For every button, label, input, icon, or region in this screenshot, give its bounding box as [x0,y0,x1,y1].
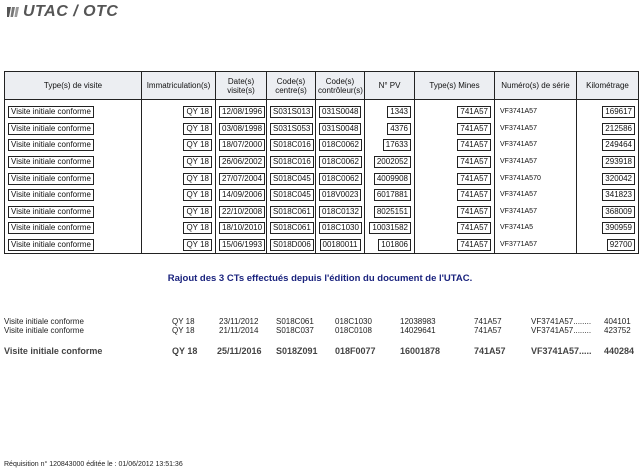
cell-code-controleur-value: 018C1030 [319,222,362,234]
cell-code-controleur-value: 018C0132 [319,206,362,218]
cell-type-mines [415,154,495,171]
cell-kilometrage-value: 249464 [602,139,635,151]
extra-code-centre: S018C037 [276,326,314,335]
cell-type-mines-value: 741A57 [457,189,491,201]
cell-type-mines [415,104,495,121]
cell-code-controleur-value: 018V0023 [319,189,361,201]
cell-immatriculation-value: QY 18 [183,189,212,201]
cell-type-mines-value: 741A57 [457,239,491,251]
cell-code-centre [267,121,316,138]
cell-immatriculation-value: QY 18 [183,173,212,185]
cell-date-visite-value: 14/09/2006 [219,189,265,201]
cell-kilometrage-value: 341823 [602,189,635,201]
cell-code-controleur-value: 00180011 [320,239,361,251]
cell-date-visite-value: 18/07/2000 [219,139,265,151]
extra-date-visite: 21/11/2014 [219,326,259,335]
cell-type-mines [415,170,495,187]
cell-numero-pv [365,154,415,171]
cell-numero-serie [495,137,577,154]
cell-numero-serie-value: VF3741A57 [500,108,537,116]
cell-numero-serie-value: VF3741A57 [500,207,537,215]
cell-numero-pv-value: 6017881 [374,189,411,201]
cell-code-controleur-value: 018C0062 [319,139,362,151]
cell-code-controleur [316,137,365,154]
cell-numero-pv-value: 4009908 [374,173,411,185]
cell-code-centre [267,137,316,154]
cell-code-centre [267,237,316,254]
cell-numero-pv-value: 1343 [387,106,411,118]
cell-immatriculation-value: QY 18 [183,206,212,218]
extra-numero-pv: 14029641 [400,326,436,335]
cell-code-controleur-value: 018C0062 [319,156,362,168]
cell-immatriculation [142,154,216,171]
cell-date-visite [216,121,267,138]
cell-kilometrage-value: 368009 [602,206,635,218]
extra-type-mines: 741A57 [474,317,502,326]
cell-numero-serie [495,154,577,171]
cell-type-mines [415,204,495,221]
cell-type-mines [415,220,495,237]
cell-numero-pv [365,220,415,237]
cell-immatriculation [142,170,216,187]
cell-numero-pv [365,121,415,138]
table-row [5,121,639,138]
cell-type-visite [5,154,142,171]
cell-immatriculation [142,104,216,121]
cell-type-visite [5,204,142,221]
cell-numero-pv-value: 2002052 [374,156,411,168]
table-row [5,154,639,171]
cell-kilometrage-value: 293918 [602,156,635,168]
cell-code-controleur-value: 018C0062 [319,173,362,185]
cell-type-mines-value: 741A57 [457,206,491,218]
cell-code-centre-value: S018C045 [270,189,314,201]
cell-kilometrage-value: 320042 [602,173,635,185]
cell-kilometrage-value: 169617 [602,106,635,118]
cell-numero-serie [495,170,577,187]
cell-type-mines-value: 741A57 [457,222,491,234]
cell-type-visite-value: Visite initiale conforme [8,139,94,151]
cell-code-centre [267,187,316,204]
cell-code-centre-value: S018C061 [270,222,314,234]
cell-type-visite-value: Visite initiale conforme [8,189,94,201]
cell-code-controleur [316,204,365,221]
cell-date-visite-value: 18/10/2010 [219,222,265,234]
cell-numero-serie-value: VF3741A570 [500,174,541,182]
cell-immatriculation [142,237,216,254]
cell-type-visite [5,220,142,237]
cell-date-visite-value: 03/08/1998 [219,123,265,135]
cell-immatriculation-value: QY 18 [183,222,212,234]
cell-code-centre-value: S018C061 [270,206,314,218]
cell-type-mines [415,237,495,254]
cell-immatriculation [142,220,216,237]
cell-immatriculation [142,121,216,138]
cell-code-centre [267,170,316,187]
cell-numero-serie [495,204,577,221]
cell-code-controleur-value: 031S0048 [319,123,361,135]
cell-code-centre [267,204,316,221]
cell-date-visite [216,237,267,254]
extra-type-mines: 741A57 [474,346,506,356]
cell-type-visite [5,137,142,154]
utac-logo-icon [6,5,20,19]
extra-code-centre: S018Z091 [276,346,318,356]
extra-code-controleur: 018F0077 [335,346,376,356]
cell-numero-pv-value: 10031582 [369,222,411,234]
cell-code-centre-value: S031S013 [270,106,313,118]
cell-numero-serie [495,187,577,204]
header-type-visite: Type(s) de visite [5,72,142,100]
cell-numero-pv [365,170,415,187]
cell-kilometrage [577,204,639,221]
cell-numero-pv-value: 4376 [387,123,411,135]
cell-kilometrage-value: 92700 [607,239,635,251]
table-row [5,204,639,221]
cell-code-controleur [316,237,365,254]
table-row [5,104,639,121]
cell-immatriculation-value: QY 18 [183,123,212,135]
cell-type-visite-value: Visite initiale conforme [8,222,94,234]
extra-code-controleur: 018C0108 [335,326,372,335]
table-row [5,137,639,154]
added-visits-note: Rajout des 3 CTs effectués depuis l'édition du document de l'UTAC. [167,273,473,284]
cell-numero-pv [365,187,415,204]
header-date-visite: Date(s) visite(s) [216,72,267,100]
cell-numero-pv [365,137,415,154]
extra-date-visite: 23/11/2012 [219,317,259,326]
extra-numero-serie: VF3741A57........ [531,326,592,335]
cell-code-centre-value: S018C016 [270,139,314,151]
cell-numero-serie [495,121,577,138]
cell-type-visite [5,121,142,138]
cell-kilometrage [577,104,639,121]
cell-type-mines [415,121,495,138]
cell-kilometrage [577,137,639,154]
cell-numero-pv-value: 17633 [383,139,411,151]
cell-numero-pv [365,237,415,254]
cell-type-visite-value: Visite initiale conforme [8,156,94,168]
cell-numero-pv [365,204,415,221]
extra-numero-pv: 12038983 [400,317,436,326]
extra-kilometrage: 423752 [604,326,631,335]
cell-type-visite-value: Visite initiale conforme [8,173,94,185]
extra-type-mines: 741A57 [474,326,502,335]
cell-type-mines [415,137,495,154]
extra-type-visite: Visite initiale conforme [4,317,84,326]
cell-numero-serie-value: VF3741A57 [500,191,537,199]
cell-code-controleur [316,104,365,121]
cell-numero-pv-value: 8025151 [374,206,411,218]
cell-kilometrage [577,187,639,204]
cell-immatriculation [142,187,216,204]
cell-type-visite-value: Visite initiale conforme [8,239,94,251]
cell-date-visite-value: 26/06/2002 [219,156,265,168]
cell-numero-serie [495,220,577,237]
cell-code-centre [267,154,316,171]
logo-text: UTAC / OTC [23,3,119,20]
cell-code-controleur [316,220,365,237]
header-numero-serie: Numéro(s) de série [495,72,577,100]
cell-date-visite-value: 12/08/1996 [219,106,265,118]
cell-type-mines-value: 741A57 [457,139,491,151]
cell-kilometrage [577,237,639,254]
cell-code-controleur [316,154,365,171]
table-row [5,187,639,204]
cell-date-visite [216,154,267,171]
table-row [5,170,639,187]
cell-kilometrage [577,121,639,138]
cell-immatriculation-value: QY 18 [183,139,212,151]
cell-numero-serie-value: VF3741A57 [500,124,537,132]
header-type-mines: Type(s) Mines [415,72,495,100]
table-header-row [5,72,639,100]
extra-kilometrage: 404101 [604,317,631,326]
cell-type-visite-value: Visite initiale conforme [8,206,94,218]
cell-immatriculation-value: QY 18 [183,106,212,118]
cell-date-visite [216,170,267,187]
cell-date-visite [216,187,267,204]
cell-type-mines-value: 741A57 [457,106,491,118]
visit-table [4,71,639,254]
requisition-footer: Réquisition n° 120843000 éditée le : 01/06/2012 13:51:36 [4,461,183,468]
table-row [5,237,639,254]
extra-immatriculation: QY 18 [172,326,195,335]
cell-date-visite [216,204,267,221]
extra-immatriculation: QY 18 [172,346,198,356]
extra-numero-serie: VF3741A57..... [531,346,592,356]
extra-kilometrage: 440284 [604,346,635,356]
logo [6,2,118,22]
cell-immatriculation [142,204,216,221]
extra-code-controleur: 018C1030 [335,317,372,326]
cell-type-visite [5,187,142,204]
table-row [5,220,639,237]
cell-numero-serie-value: VF3771A57 [500,241,537,249]
cell-code-centre-value: S018D006 [270,239,314,251]
extra-numero-pv: 16001878 [400,346,441,356]
cell-date-visite-value: 22/10/2008 [219,206,265,218]
cell-type-visite [5,170,142,187]
cell-date-visite-value: 27/07/2004 [219,173,265,185]
header-immatriculation: Immatriculation(s) [142,72,216,100]
header-kilometrage: Kilométrage [577,72,639,100]
extra-code-centre: S018C061 [276,317,314,326]
cell-type-mines-value: 741A57 [457,173,491,185]
cell-kilometrage [577,154,639,171]
cell-numero-pv-value: 101806 [378,239,411,251]
cell-immatriculation [142,137,216,154]
cell-type-mines-value: 741A57 [457,123,491,135]
cell-date-visite [216,137,267,154]
cell-code-centre [267,104,316,121]
cell-code-controleur [316,187,365,204]
cell-kilometrage-value: 212586 [602,123,635,135]
cell-code-controleur-value: 031S0048 [319,106,361,118]
cell-numero-serie [495,104,577,121]
extra-date-visite: 25/11/2016 [217,346,262,356]
cell-code-centre-value: S018C016 [270,156,314,168]
cell-numero-serie [495,237,577,254]
cell-type-visite-value: Visite initiale conforme [8,106,94,118]
cell-numero-serie-value: VF3741A5 [500,224,534,232]
cell-code-centre-value: S018C045 [270,173,314,185]
cell-type-visite [5,104,142,121]
cell-date-visite-value: 15/06/1993 [219,239,265,251]
cell-immatriculation-value: QY 18 [183,239,212,251]
cell-numero-serie-value: VF3741A57 [500,158,537,166]
header-code-centre: Code(s) centre(s) [267,72,316,100]
cell-kilometrage-value: 390959 [602,222,635,234]
extra-type-visite: Visite initiale conforme [4,326,84,335]
cell-date-visite [216,104,267,121]
header-code-controleur: Code(s) contrôleur(s) [316,72,365,100]
cell-type-visite [5,237,142,254]
cell-type-mines-value: 741A57 [457,156,491,168]
cell-type-visite-value: Visite initiale conforme [8,123,94,135]
cell-code-centre [267,220,316,237]
header-numero-pv: N° PV [365,72,415,100]
cell-kilometrage [577,220,639,237]
cell-code-controleur [316,121,365,138]
extra-type-visite: Visite initiale conforme [4,346,103,356]
cell-type-mines [415,187,495,204]
cell-numero-pv [365,104,415,121]
cell-numero-serie-value: VF3741A57 [500,141,537,149]
cell-immatriculation-value: QY 18 [183,156,212,168]
cell-code-controleur [316,170,365,187]
cell-kilometrage [577,170,639,187]
extra-numero-serie: VF3741A57........ [531,317,592,326]
cell-code-centre-value: S031S053 [270,123,313,135]
extra-immatriculation: QY 18 [172,317,195,326]
cell-date-visite [216,220,267,237]
